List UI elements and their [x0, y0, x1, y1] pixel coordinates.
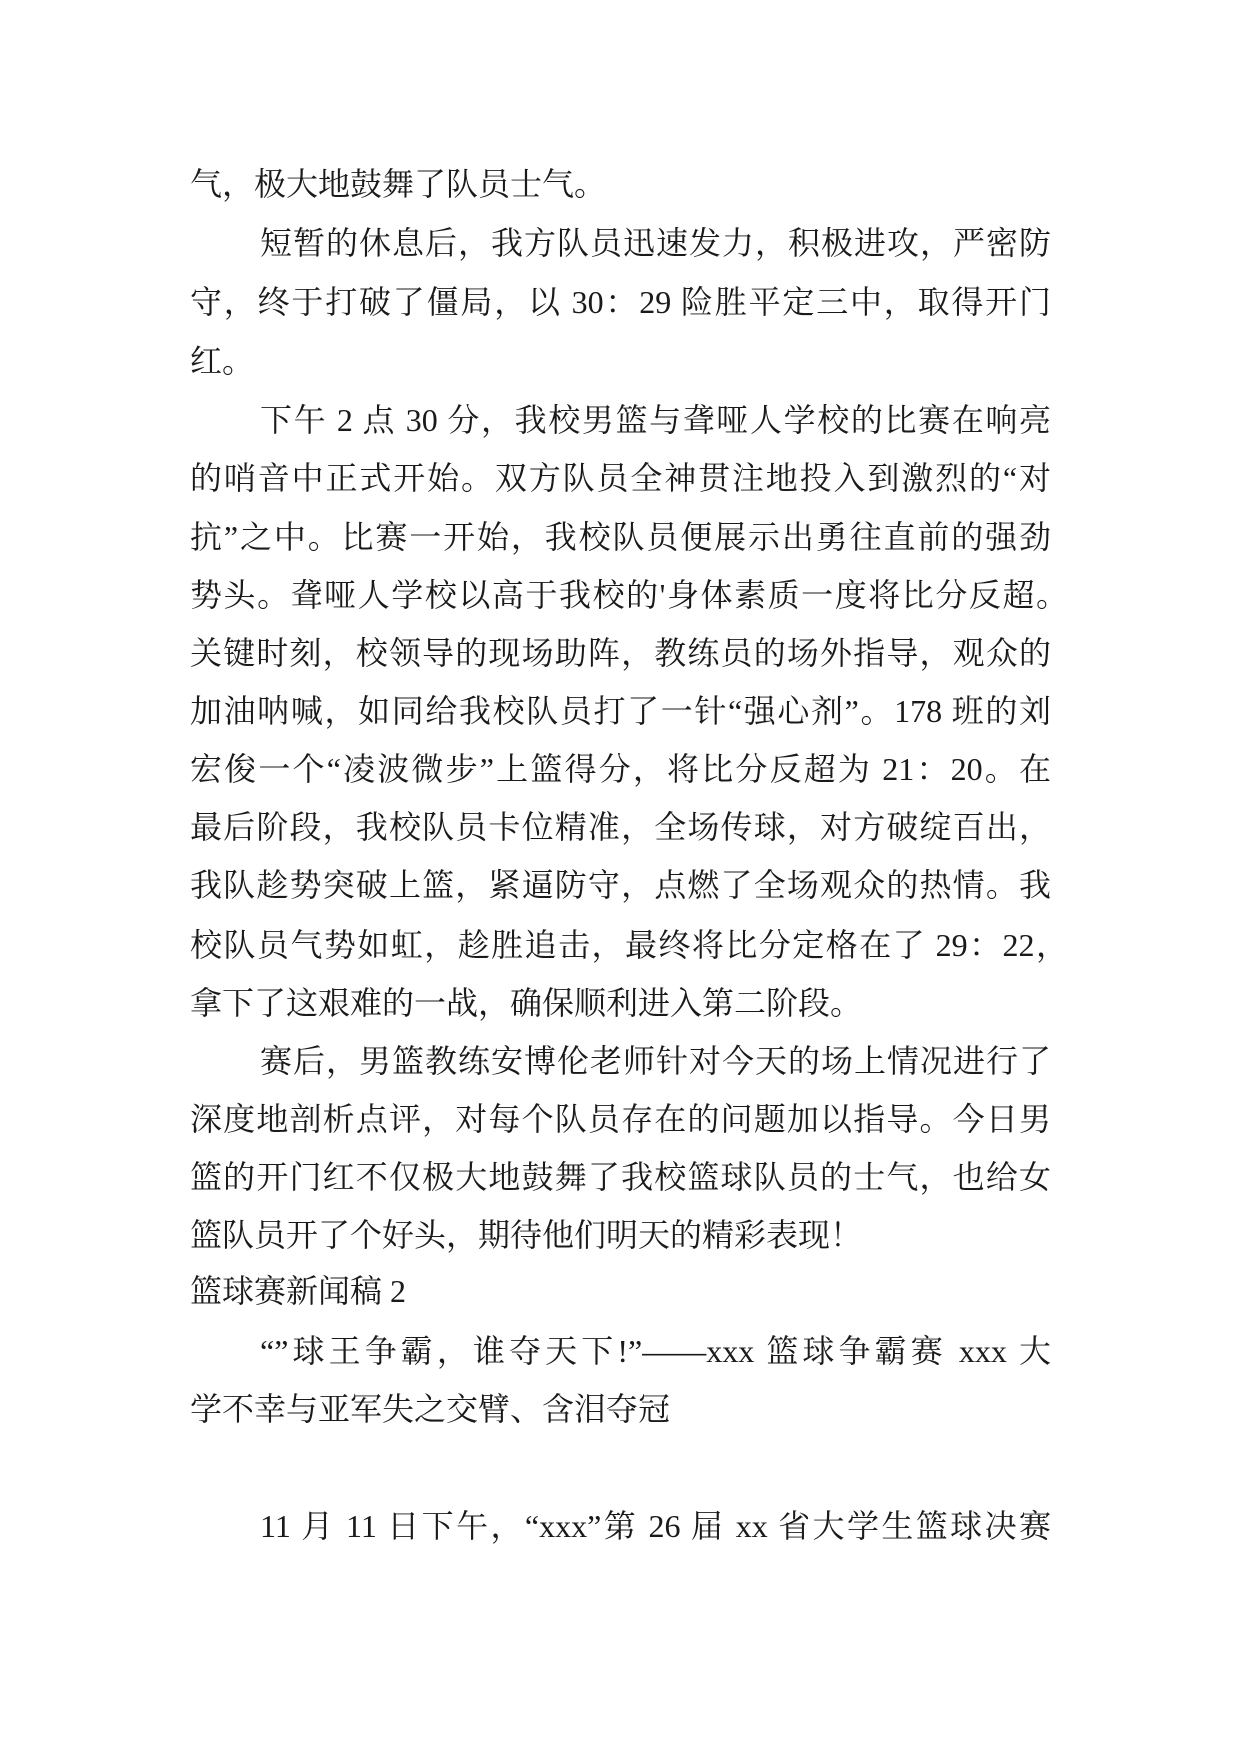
text-line: 宏俊一个“凌波微步”上篮得分，将比分反超为 21：20。在: [190, 751, 1051, 787]
text-line: 赛后，男篮教练安博伦老师针对今天的场上情况进行了: [260, 1043, 1051, 1079]
text-line: 学不幸与亚军失之交臂、含泪夺冠: [190, 1391, 671, 1427]
text-line: 加油呐喊，如同给我校队员打了一针“强心剂”。178 班的刘: [190, 693, 1051, 729]
text-line: 势头。聋哑人学校以高于我校的'身体素质一度将比分反超。: [190, 577, 1068, 613]
text-line: 守，终于打破了僵局，以 30：29 险胜平定三中，取得开门: [190, 284, 1051, 320]
text-line: 我队趁势突破上篮，紧逼防守，点燃了全场观众的热情。我: [190, 867, 1051, 903]
text-line: 篮的开门红不仅极大地鼓舞了我校篮球队员的士气，也给女: [190, 1159, 1051, 1195]
text-line: 最后阶段，我校队员卡位精准，全场传球，对方破绽百出，: [190, 809, 1051, 845]
text-line: 深度地剖析点评，对每个队员存在的问题加以指导。今日男: [190, 1101, 1051, 1137]
text-line: 11 月 11 日下午，“xxx”第 26 届 xx 省大学生篮球决赛: [260, 1508, 1051, 1544]
text-line: 下午 2 点 30 分，我校男篮与聋哑人学校的比赛在响亮: [260, 402, 1051, 438]
text-line: 抗”之中。比赛一开始，我校队员便展示出勇往直前的强劲: [190, 519, 1051, 555]
text-line: 校队员气势如虹，趁胜追击，最终将比分定格在了 29：22，: [190, 927, 1068, 963]
text-line: 篮队员开了个好头，期待他们明天的精彩表现！: [190, 1217, 863, 1253]
text-line: “”球王争霸，谁夺天下!”——xxx 篮球争霸赛 xxx 大: [260, 1333, 1051, 1369]
text-line: 关键时刻，校领导的现场助阵，教练员的场外指导，观众的: [190, 635, 1051, 671]
text-line: 拿下了这艰难的一战，确保顺利进入第二阶段。: [190, 985, 863, 1021]
text-line: 短暂的休息后，我方队员迅速发力，积极进攻，严密防: [260, 225, 1051, 261]
text-line: 红。: [190, 343, 255, 379]
section-heading: 篮球赛新闻稿 2: [190, 1273, 407, 1309]
text-line: 气，极大地鼓舞了队员士气。: [190, 166, 607, 202]
text-line: 的哨音中正式开始。双方队员全神贯注地投入到激烈的“对: [190, 460, 1051, 496]
